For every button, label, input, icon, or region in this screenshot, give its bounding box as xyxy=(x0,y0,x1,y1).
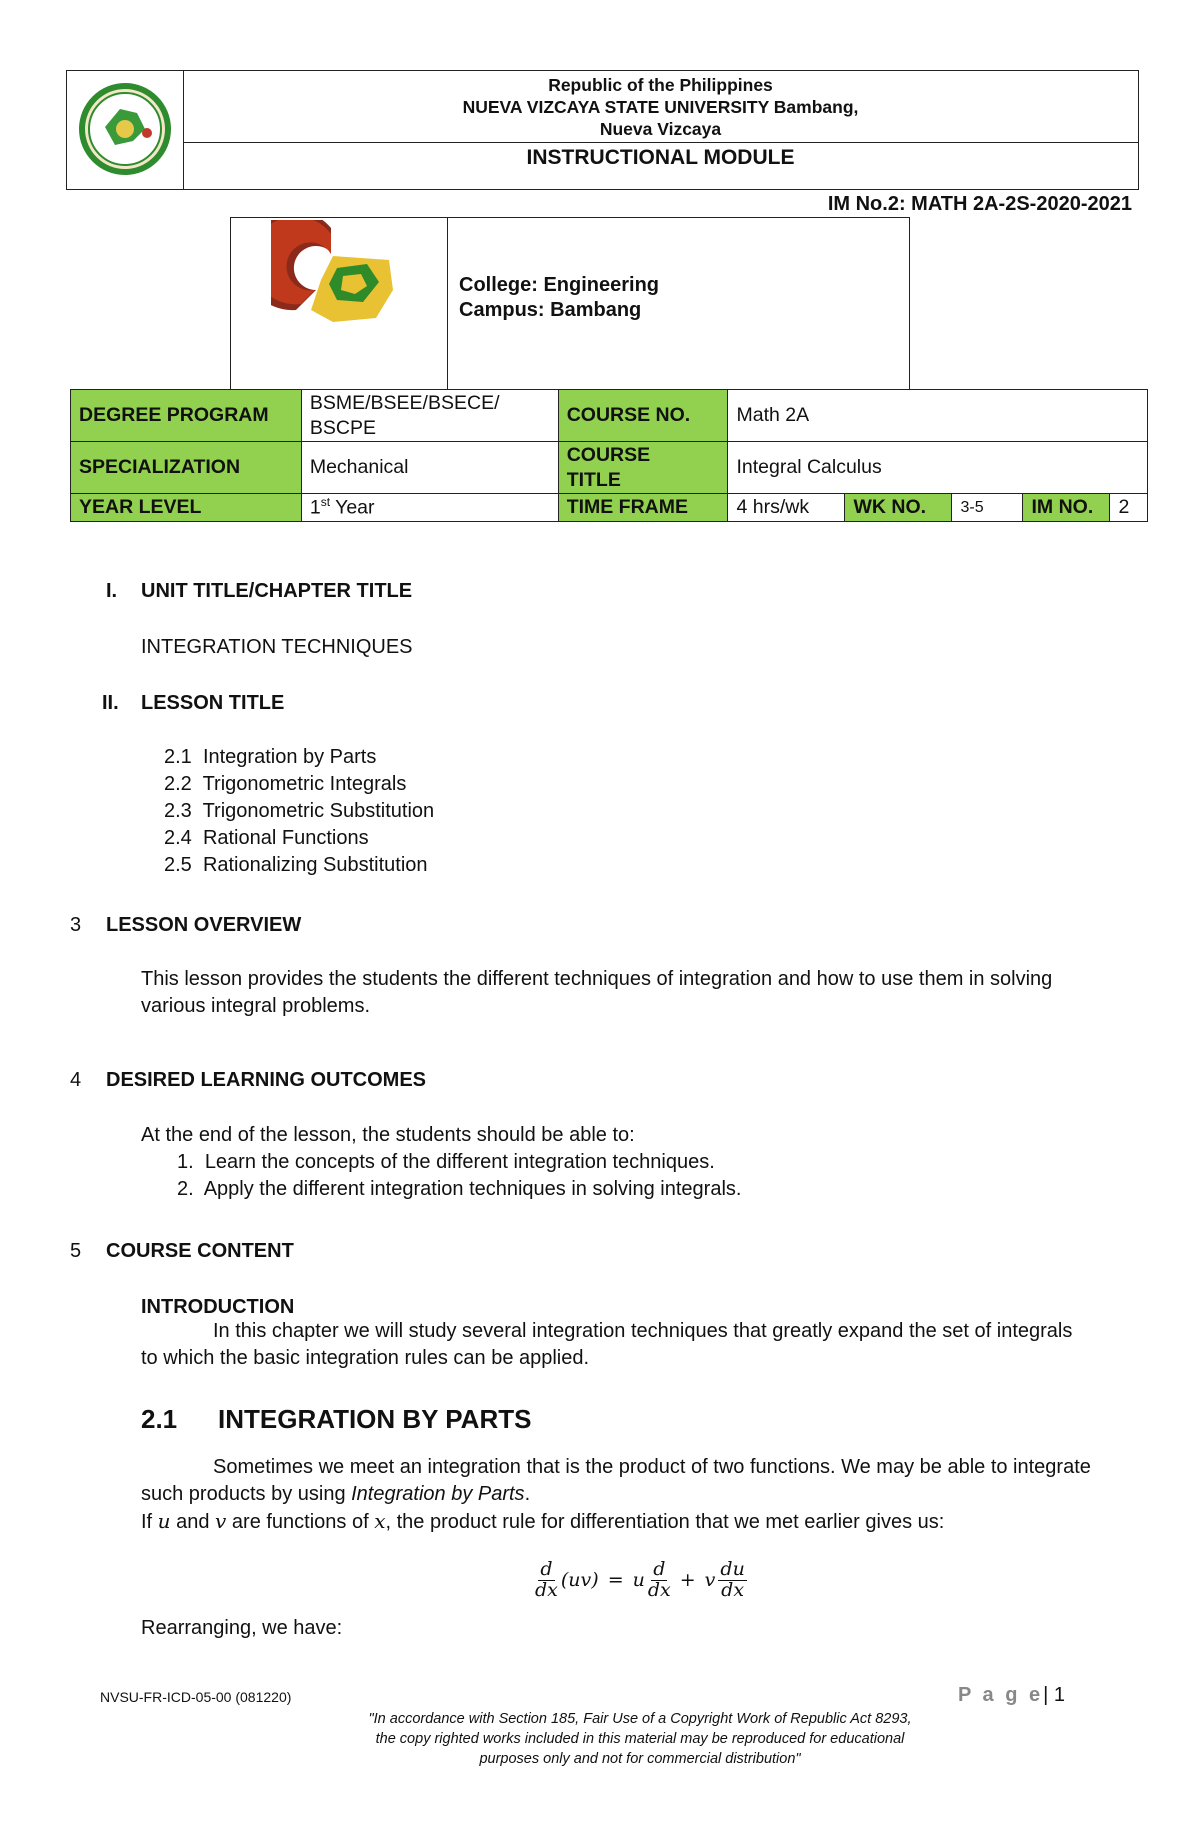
header-line-3: Nueva Vizcaya xyxy=(599,119,722,139)
introduction-line-2: to which the basic integration rules can be applied. xyxy=(141,1347,590,1369)
section-4-title: DESIRED LEARNING OUTCOMES xyxy=(106,1069,427,1091)
ibp-text: If xyxy=(141,1511,158,1533)
college-divider xyxy=(447,218,448,389)
year-number: 1 xyxy=(309,496,321,519)
lesson-num: 2.5 xyxy=(164,854,192,876)
copyright-line-3: purposes only and not for commercial distribution" xyxy=(479,1751,801,1767)
time-frame-subtable xyxy=(728,494,1147,521)
lesson-title: Trigonometric Integrals xyxy=(202,773,407,795)
section-3-title: LESSON OVERVIEW xyxy=(106,914,302,936)
copyright-line-2: the copy righted works included in this material may be reproduced for educational xyxy=(375,1731,905,1747)
ibp-line-2 xyxy=(141,1481,1161,1508)
eq-v: v xyxy=(704,1569,716,1592)
rearranging-text: Rearranging, we have: xyxy=(141,1617,343,1639)
campus-name: Campus: Bambang xyxy=(459,299,642,321)
header-line-2: NUEVA VIZCAYA STATE UNIVERSITY Bambang, xyxy=(462,97,859,117)
time-frame-value: 4 hrs/wk xyxy=(736,496,810,518)
ibp-line-1: Sometimes we meet an integration that is the product of two functions. We may be able to integrate xyxy=(213,1456,1091,1478)
im-no-label: IM NO. xyxy=(1023,494,1110,521)
course-no-label: COURSE NO. xyxy=(558,390,728,442)
course-title-value: Integral Calculus xyxy=(728,442,1148,494)
page-label: P a g e xyxy=(958,1684,1044,1706)
degree-program-label: DEGREE PROGRAM xyxy=(71,390,302,442)
outcome-num: 1. xyxy=(177,1151,194,1173)
college-logo-icon xyxy=(271,220,406,330)
frac-num: d xyxy=(540,1558,553,1580)
year-level-value xyxy=(301,494,558,522)
introduction-body xyxy=(141,1318,1151,1372)
time-frame-label: TIME FRAME xyxy=(558,494,728,522)
lesson-num: 2.4 xyxy=(164,827,192,849)
ibp-paragraph xyxy=(141,1454,1161,1536)
course-title-label-line-1: COURSE xyxy=(566,443,651,466)
overview-line-1: This lesson provides the students the different techniques of integration and how to use them in solving xyxy=(141,968,1053,990)
eq-plus: + xyxy=(679,1569,696,1592)
page-number-value: 1 xyxy=(1048,1684,1066,1706)
degree-value-line-1: BSME/BSEE/BSECE/ xyxy=(309,391,500,414)
section-3-number: 3 xyxy=(70,914,82,936)
lesson-num: 2.3 xyxy=(164,800,192,822)
university-seal-cell xyxy=(67,71,184,189)
lesson-title: Trigonometric Substitution xyxy=(202,800,435,822)
wk-no-label: WK NO. xyxy=(845,494,952,521)
copyright-line-1: "In accordance with Section 185, Fair Use of a Copyright Work of Republic Act 8293, xyxy=(368,1711,912,1727)
var-v: v xyxy=(215,1509,227,1533)
ibp-emphasis: Integration by Parts xyxy=(351,1483,525,1505)
section-5-number: 5 xyxy=(70,1240,82,1262)
fraction-d-dx xyxy=(535,1560,558,1601)
lesson-item xyxy=(164,854,428,877)
outcome-item xyxy=(177,1149,715,1176)
outcomes-intro: At the end of the lesson, the students should be able to: xyxy=(141,1124,635,1146)
section-1-body: INTEGRATION TECHNIQUES xyxy=(141,636,413,658)
frac-num: d xyxy=(653,1558,666,1580)
header-line-1: Republic of the Philippines xyxy=(548,75,773,95)
fraction-du-dx xyxy=(718,1560,746,1601)
ibp-period: . xyxy=(524,1483,531,1505)
college-name: College: Engineering xyxy=(459,274,660,296)
lesson-item xyxy=(164,773,406,796)
lesson-item xyxy=(164,800,434,823)
lesson-title: Rationalizing Substitution xyxy=(202,854,428,876)
introduction-line-1: In this chapter we will study several integration techniques that greatly expand the set of integrals xyxy=(213,1320,1073,1342)
copyright-note xyxy=(300,1709,980,1769)
section-1-title: UNIT TITLE/CHAPTER TITLE xyxy=(141,580,413,602)
outcome-text: Learn the concepts of the different integration techniques. xyxy=(204,1151,715,1173)
page-separator: | xyxy=(1043,1684,1049,1706)
wk-no-value: 3-5 xyxy=(952,494,1023,521)
ibp-text: such products by using xyxy=(141,1483,352,1505)
module-title: INSTRUCTIONAL MODULE xyxy=(526,146,795,169)
course-title-label xyxy=(558,442,728,494)
form-code: NVSU-FR-ICD-05-00 (081220) xyxy=(100,1689,292,1705)
section-1-number: I. xyxy=(106,580,118,602)
eq-u: u xyxy=(632,1569,645,1592)
specialization-value: Mechanical xyxy=(301,442,558,494)
degree-value-line-2: BSCPE xyxy=(309,416,376,439)
lesson-title: Rational Functions xyxy=(202,827,369,849)
lesson-item xyxy=(164,746,376,769)
var-x: x xyxy=(374,1509,386,1533)
section-3-body xyxy=(141,966,1151,1020)
im-no-value: 2 xyxy=(1110,494,1147,521)
eq-uv: (uv) xyxy=(560,1569,599,1592)
lesson-num: 2.1 xyxy=(164,746,192,768)
subsection-number: 2.1 xyxy=(141,1404,178,1434)
specialization-label: SPECIALIZATION xyxy=(71,442,302,494)
university-seal-icon xyxy=(75,79,175,179)
section-2-number: II. xyxy=(102,692,119,714)
course-info-table xyxy=(70,389,1148,522)
frac-den: dx xyxy=(721,1578,745,1601)
year-word: Year xyxy=(330,496,375,519)
outcome-text: Apply the different integration techniques in solving integrals. xyxy=(203,1178,742,1200)
ibp-line-3 xyxy=(141,1508,1161,1536)
section-5-title: COURSE CONTENT xyxy=(106,1240,294,1262)
eq-equals: = xyxy=(607,1569,624,1592)
subsection-title: INTEGRATION BY PARTS xyxy=(218,1404,532,1434)
year-level-label: YEAR LEVEL xyxy=(71,494,302,522)
lesson-num: 2.2 xyxy=(164,773,192,795)
course-title-label-line-2: TITLE xyxy=(566,468,621,491)
time-frame-cell xyxy=(728,494,1148,522)
outcome-item xyxy=(177,1176,741,1203)
ibp-text: and xyxy=(170,1511,216,1533)
product-rule-equation xyxy=(535,1560,747,1601)
frac-den: dx xyxy=(647,1578,671,1601)
degree-program-value xyxy=(301,390,558,442)
overview-line-2: various integral problems. xyxy=(141,995,370,1017)
header-table xyxy=(66,70,1139,190)
ibp-text: are functions of xyxy=(226,1511,375,1533)
section-2-title: LESSON TITLE xyxy=(141,692,285,714)
section-4-number: 4 xyxy=(70,1069,82,1091)
introduction-title: INTRODUCTION xyxy=(141,1296,295,1318)
im-number: IM No.2: MATH 2A-2S-2020-2021 xyxy=(827,193,1132,215)
frac-den: dx xyxy=(535,1578,558,1601)
frac-num: du xyxy=(720,1558,745,1580)
outcome-num: 2. xyxy=(177,1178,194,1200)
college-box xyxy=(230,217,910,390)
ibp-text: , the product rule for differentiation that we met earlier gives us: xyxy=(385,1511,945,1533)
var-u: u xyxy=(157,1509,171,1533)
lesson-item xyxy=(164,827,369,850)
course-no-value: Math 2A xyxy=(728,390,1148,442)
page-number xyxy=(958,1684,1065,1707)
lesson-title: Integration by Parts xyxy=(202,746,377,768)
fraction-d-dx xyxy=(648,1560,671,1601)
year-suffix: st xyxy=(320,495,331,510)
